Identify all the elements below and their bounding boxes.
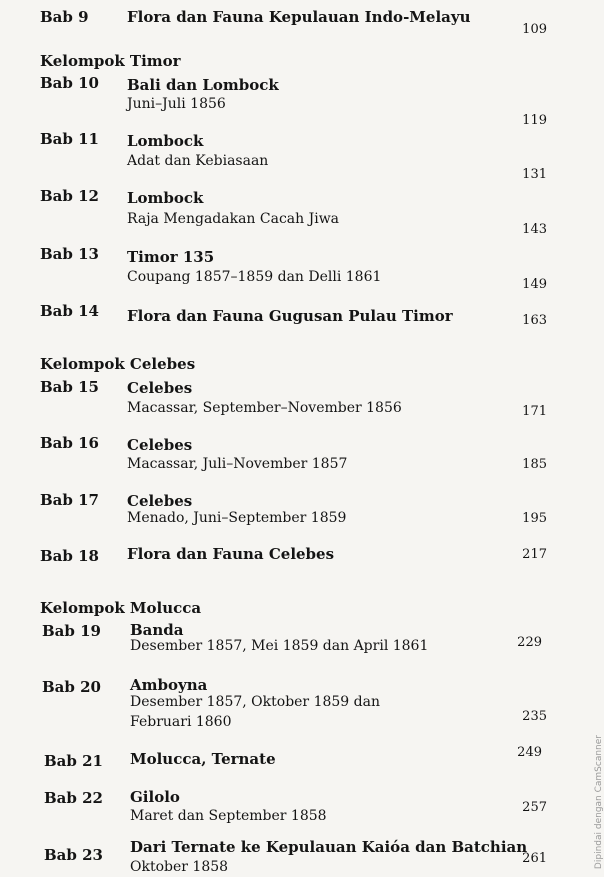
- chapter-subtitle: Macassar, Juli–November 1857: [127, 456, 348, 472]
- chapter-number: Bab 20: [42, 678, 101, 696]
- chapter-number: Bab 16: [40, 434, 99, 452]
- chapter-subtitle: Maret dan September 1858: [130, 808, 327, 824]
- chapter-title: Amboyna: [130, 676, 208, 694]
- group-heading: Kelompok Celebes: [40, 355, 196, 373]
- chapter-number: Bab 11: [40, 130, 99, 148]
- chapter-subtitle: Adat dan Kebiasaan: [127, 153, 269, 169]
- chapter-number: Bab 18: [40, 547, 99, 565]
- chapter-subtitle: Coupang 1857–1859 dan Delli 1861: [127, 269, 382, 285]
- chapter-title: Flora dan Fauna Celebes: [127, 545, 335, 563]
- chapter-title: Molucca, Ternate: [130, 750, 276, 768]
- chapter-title: Lombock: [127, 189, 204, 207]
- chapter-title: Celebes: [127, 436, 193, 454]
- page-number: 163: [522, 313, 547, 328]
- chapter-number: Bab 22: [44, 789, 103, 807]
- chapter-title: Gilolo: [130, 788, 180, 806]
- page-number: 249: [517, 745, 542, 760]
- scanner-watermark: Dipindai dengan CamScanner: [594, 735, 604, 870]
- chapter-title: Flora dan Fauna Kepulauan Indo-Melayu: [127, 8, 471, 26]
- chapter-number: Bab 12: [40, 187, 99, 205]
- chapter-title: Banda: [130, 621, 184, 639]
- chapter-subtitle: Oktober 1858: [130, 859, 229, 875]
- chapter-number: Bab 13: [40, 245, 99, 263]
- chapter-title: Bali dan Lombock: [127, 76, 279, 94]
- page-number: 149: [522, 277, 547, 292]
- page-number: 261: [522, 851, 547, 866]
- chapter-subtitle: Macassar, September–November 1856: [127, 400, 402, 416]
- chapter-title: Dari Ternate ke Kepulauan Kaióa dan Batchian: [130, 838, 528, 856]
- group-heading: Kelompok Timor: [40, 52, 181, 70]
- page-number: 257: [522, 800, 547, 815]
- chapter-subtitle: Februari 1860: [130, 714, 232, 730]
- page-number: 143: [522, 222, 547, 237]
- page-number: 131: [522, 167, 547, 182]
- group-heading: Kelompok Molucca: [40, 599, 202, 617]
- page-number: 229: [517, 635, 542, 650]
- chapter-title: Timor 135: [127, 248, 215, 266]
- chapter-subtitle: Desember 1857, Mei 1859 dan April 1861: [130, 638, 429, 654]
- chapter-title: Celebes: [127, 379, 193, 397]
- chapter-number: Bab 17: [40, 491, 99, 509]
- chapter-number: Bab 19: [42, 622, 101, 640]
- chapter-subtitle: Desember 1857, Oktober 1859 dan: [130, 694, 380, 710]
- chapter-subtitle: Raja Mengadakan Cacah Jiwa: [127, 211, 340, 227]
- chapter-number: Bab 10: [40, 74, 99, 92]
- page-number: 235: [522, 709, 547, 724]
- chapter-subtitle: Juni–Juli 1856: [127, 96, 226, 112]
- page-number: 217: [522, 547, 547, 562]
- page-number: 119: [522, 113, 547, 128]
- page-number: 109: [522, 22, 547, 37]
- page-number: 195: [522, 511, 547, 526]
- chapter-title: Flora dan Fauna Gugusan Pulau Timor: [127, 307, 453, 325]
- chapter-number: Bab 15: [40, 378, 99, 396]
- chapter-number: Bab 23: [44, 846, 103, 864]
- chapter-number: Bab 14: [40, 302, 99, 320]
- chapter-number: Bab 21: [44, 752, 103, 770]
- chapter-number: Bab 9: [40, 8, 89, 26]
- chapter-title: Lombock: [127, 132, 204, 150]
- page-number: 185: [522, 457, 547, 472]
- page-number: 171: [522, 404, 547, 419]
- chapter-subtitle: Menado, Juni–September 1859: [127, 510, 347, 526]
- chapter-title: Celebes: [127, 492, 193, 510]
